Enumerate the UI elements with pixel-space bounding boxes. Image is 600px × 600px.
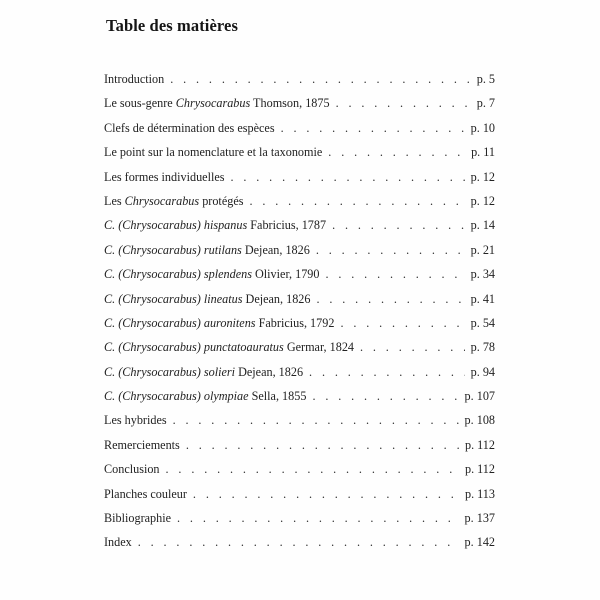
toc-entry <box>104 340 495 364</box>
toc-entry-label-text: Les formes individuelles <box>104 169 225 184</box>
toc-dot-leader <box>231 170 465 185</box>
toc-entry <box>104 462 495 486</box>
toc-entry-label <box>104 365 303 380</box>
toc-entry-label-italic: C. (Chrysocarabus) splendens <box>104 267 252 282</box>
toc-entry-label <box>104 243 310 258</box>
toc-entry-label <box>104 535 132 550</box>
toc-entry <box>104 243 495 267</box>
toc-entry-label-text: Planches couleur <box>104 486 187 501</box>
toc-entry-label-italic: C. (Chrysocarabus) solieri <box>104 364 236 379</box>
toc-page-number: p. 142 <box>464 535 495 550</box>
toc-dot-leader <box>249 194 464 209</box>
toc-entry-label-italic: C. (Chrysocarabus) hispanus <box>104 218 248 233</box>
toc-dot-leader <box>332 218 465 233</box>
toc-entry-label-text: Dejean, 1826 <box>235 364 304 379</box>
toc-page-number: p. 41 <box>470 291 495 306</box>
toc-entry-label-text: Clefs de détermination des espèces <box>104 120 275 135</box>
toc-dot-leader <box>336 96 471 111</box>
toc-entry-label-text: Germar, 1824 <box>283 340 355 355</box>
toc-dot-leader <box>309 365 465 380</box>
toc-page-number: p. 34 <box>470 267 495 282</box>
toc-entry-label-text: Olivier, 1790 <box>251 267 320 282</box>
toc-dot-leader <box>166 462 459 477</box>
toc-entry <box>104 438 495 462</box>
toc-entry-label-italic: C. (Chrysocarabus) olympiae <box>104 389 249 404</box>
toc-entry-label-text: protégés <box>199 193 244 208</box>
toc-entry-label <box>104 121 275 136</box>
toc-entry-label <box>104 96 330 111</box>
toc-dot-leader <box>340 316 464 331</box>
toc-entry-label <box>104 170 225 185</box>
toc-entry-label <box>104 487 187 502</box>
toc-entry <box>104 267 495 291</box>
toc-entry-label-italic: C. (Chrysocarabus) punctatoauratus <box>104 340 284 355</box>
toc-entry-label-text: Dejean, 1826 <box>241 242 310 257</box>
toc-entry-label <box>104 292 311 307</box>
toc-entry-label <box>104 267 320 282</box>
toc-entry-label <box>104 389 306 404</box>
toc-entry-label <box>104 72 164 87</box>
toc-entry-label-text: Bibliographie <box>104 511 172 526</box>
toc-entry-label <box>104 340 354 355</box>
toc-entry-label <box>104 438 180 453</box>
toc-list <box>104 72 495 560</box>
toc-dot-leader <box>173 413 459 428</box>
toc-entry-label <box>104 511 171 526</box>
toc-entry-label <box>104 218 326 233</box>
toc-entry-label-italic: Chrysocarabus <box>175 96 251 111</box>
toc-entry <box>104 365 495 389</box>
toc-entry-label-text: Les <box>104 193 125 208</box>
toc-entry-label <box>104 413 167 428</box>
toc-page-number: p. 14 <box>470 218 495 233</box>
toc-page-number: p. 12 <box>470 169 495 184</box>
toc-entry-label <box>104 316 334 331</box>
toc-entry-label-italic: C. (Chrysocarabus) rutilans <box>104 242 242 257</box>
toc-entry-label <box>104 145 322 160</box>
toc-entry <box>104 72 495 96</box>
toc-dot-leader <box>360 340 465 355</box>
toc-dot-leader <box>281 121 465 136</box>
toc-page-number: p. 7 <box>476 96 495 111</box>
toc-entry <box>104 316 495 340</box>
toc-dot-leader <box>193 487 459 502</box>
toc-entry-label-text: Le point sur la nomenclature et la taxonomie <box>104 145 323 160</box>
toc-entry-label-text: Sella, 1855 <box>248 389 307 404</box>
toc-entry <box>104 413 495 437</box>
toc-dot-leader <box>326 267 465 282</box>
toc-page-number: p. 94 <box>470 364 495 379</box>
toc-dot-leader <box>328 145 465 160</box>
toc-entry-label-italic: Chrysocarabus <box>124 193 200 208</box>
toc-dot-leader <box>170 72 470 87</box>
toc-dot-leader <box>317 292 465 307</box>
toc-page-number: p. 5 <box>476 72 495 86</box>
toc-dot-leader <box>186 438 459 453</box>
toc-page-number: p. 11 <box>471 145 495 160</box>
toc-entry <box>104 535 495 559</box>
toc-entry-label-text: Remerciements <box>104 437 180 452</box>
toc-entry-label-text: Thomson, 1875 <box>250 96 330 111</box>
toc-entry <box>104 511 495 535</box>
toc-entry <box>104 170 495 194</box>
toc-entry <box>104 194 495 218</box>
toc-entry-label-text: Conclusion <box>104 462 160 477</box>
toc-entry-label-text: Introduction <box>104 72 165 86</box>
toc-page-number: p. 108 <box>464 413 495 428</box>
toc-dot-leader <box>316 243 465 258</box>
toc-page-number: p. 137 <box>464 511 495 526</box>
toc-entry-label-text: Index <box>104 535 132 550</box>
toc-entry <box>104 487 495 511</box>
toc-entry <box>104 121 495 145</box>
page-title: Table des matières <box>106 16 238 35</box>
toc-entry-label-text: Le sous-genre <box>104 96 176 111</box>
toc-page-number: p. 21 <box>470 242 495 257</box>
toc-dot-leader <box>177 511 459 526</box>
toc-dot-leader <box>138 535 459 550</box>
toc-page-number: p. 112 <box>464 437 495 452</box>
toc-entry-label-italic: C. (Chrysocarabus) lineatus <box>104 291 243 306</box>
toc-entry-label-text: Fabricius, 1792 <box>255 315 335 330</box>
toc-entry-label <box>104 462 160 477</box>
toc-page-number: p. 54 <box>470 315 495 330</box>
toc-entry-label-text: Dejean, 1826 <box>242 291 311 306</box>
toc-page-number: p. 78 <box>470 340 495 355</box>
toc-page-number: p. 10 <box>470 120 495 135</box>
toc-entry-label-text: Fabricius, 1787 <box>247 218 327 233</box>
toc-entry-label <box>104 194 243 209</box>
toc-page-number: p. 112 <box>464 462 495 477</box>
toc-page-number: p. 12 <box>470 193 495 208</box>
toc-entry-label-italic: C. (Chrysocarabus) auronitens <box>104 315 256 330</box>
toc-page-number: p. 107 <box>464 389 495 404</box>
toc-entry <box>104 389 495 413</box>
toc-entry <box>104 145 495 169</box>
toc-entry <box>104 292 495 316</box>
toc-dot-leader <box>312 389 458 404</box>
toc-entry-label-text: Les hybrides <box>104 413 167 428</box>
toc-entry <box>104 218 495 242</box>
toc-entry <box>104 96 495 120</box>
toc-page-number: p. 113 <box>464 486 495 501</box>
